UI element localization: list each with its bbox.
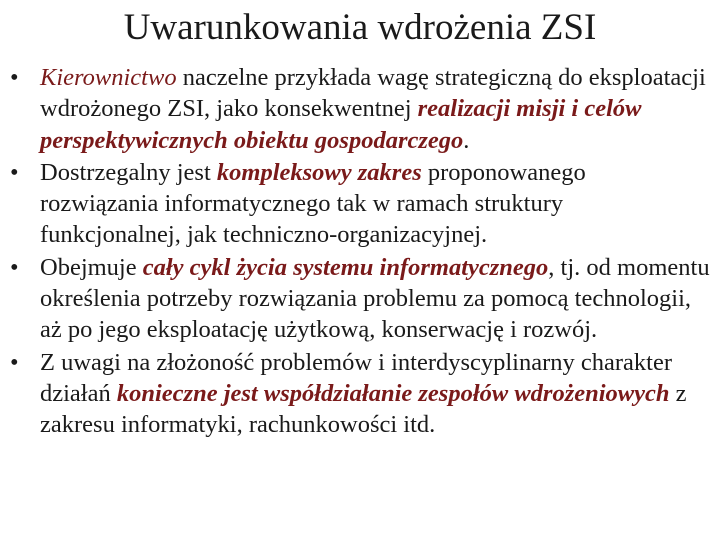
bullet-emphasis: konieczne jest współdziałanie zespołów wdrożeniowych <box>116 379 670 407</box>
bullet-item-scope <box>0 157 720 251</box>
bullet-text: Obejmuje <box>40 253 143 281</box>
bullet-emphasis: kompleksowy zakres <box>216 158 422 186</box>
bullet-emphasis: realizacji misji i celów perspektywicznych obiektu gospodarczego <box>40 95 642 154</box>
bullet-text: naczelne przykłada wagę strategiczną do eksploatacji wdrożonego ZSI, jako konsekwentnej <box>40 64 706 123</box>
bullet-marker: • <box>10 158 19 186</box>
bullet-marker: • <box>10 64 19 91</box>
bullet-text: Z uwagi na złożoność problemów i interdyscyplinarny charakter działań <box>40 348 673 407</box>
bullet-text: Dostrzegalny jest <box>40 158 217 186</box>
bullet-text: , tj. od momentu określenia potrzeby rozwiązania problemu za pomocą technologii, aż po jego eksploatację użytkową, konserwację i rozwój. <box>40 253 710 344</box>
bullet-list <box>0 62 720 442</box>
bullet-marker: • <box>10 348 19 376</box>
bullet-text: proponowanego rozwiązania informatycznego tak w ramach struktury funkcjonalnej, jak techniczno-organizacyjnej. <box>40 158 586 249</box>
bullet-item-teams <box>0 347 720 441</box>
bullet-emphasis: cały cykl życia systemu informatycznego <box>142 253 549 281</box>
slide-title: Uwarunkowania wdrożenia ZSI <box>123 7 597 48</box>
bullet-item-leadership <box>0 62 720 156</box>
bullet-emphasis: Kierownictwo <box>40 64 177 91</box>
bullet-marker: • <box>10 253 19 281</box>
bullet-text: z zakresu informatyki, rachunkowości itd. <box>40 379 687 439</box>
bullet-item-lifecycle <box>0 252 720 346</box>
bullet-text: . <box>463 126 470 154</box>
